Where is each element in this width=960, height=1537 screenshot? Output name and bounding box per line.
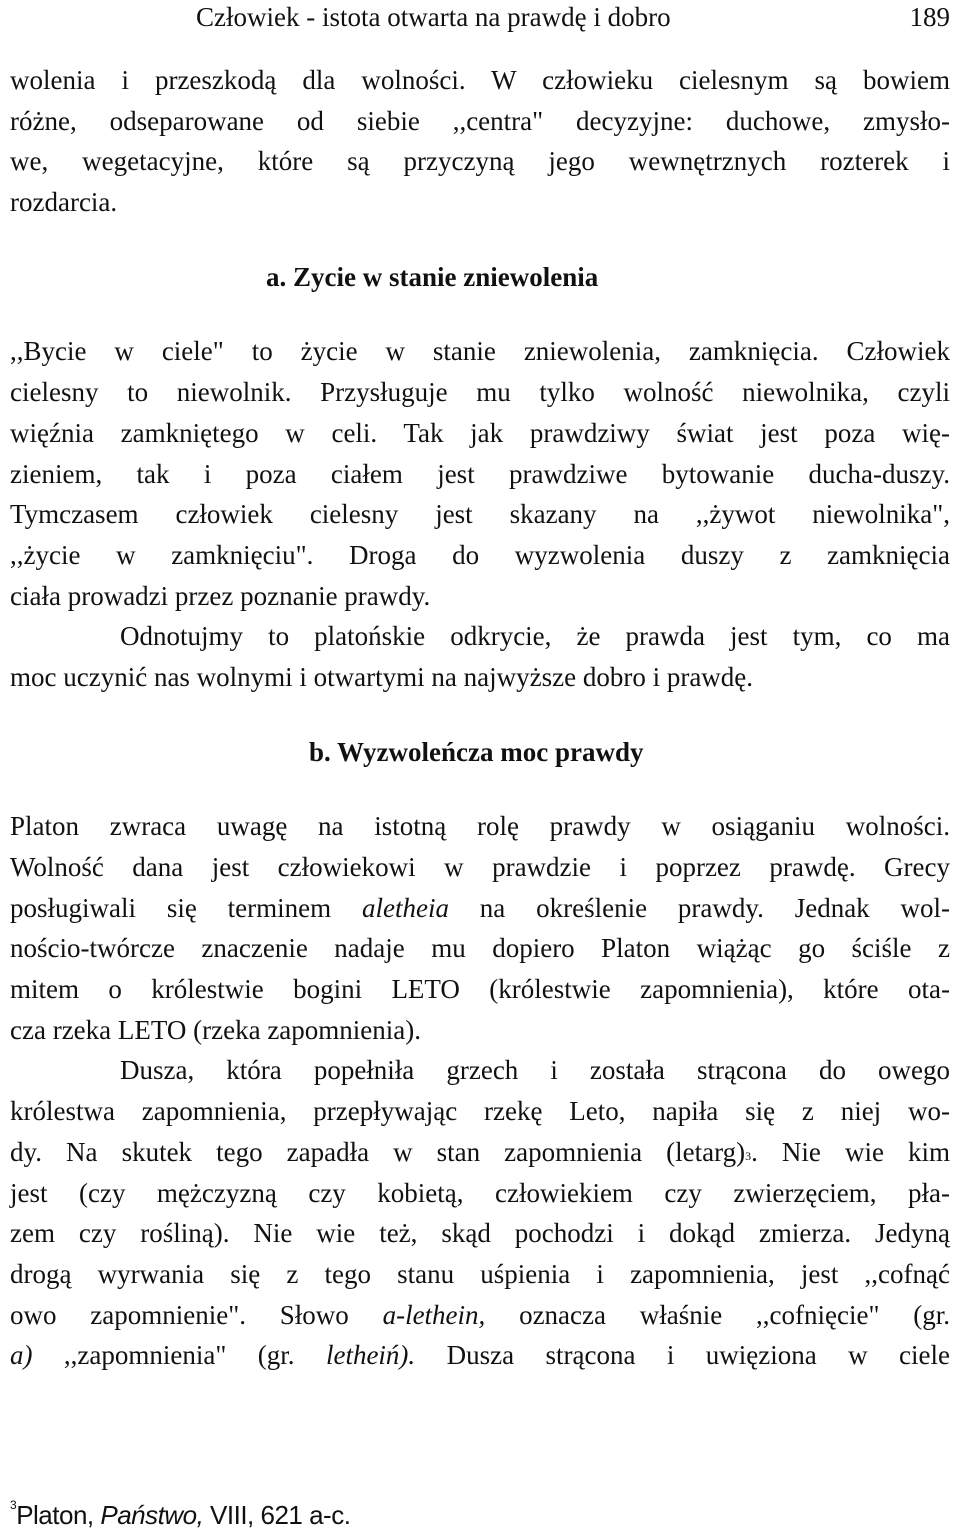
text-line: jest (czy mężczyzną czy kobietą, człowiekiem czy zwierzęciem, pła- <box>10 1177 950 1208</box>
footnote-mark: 3 <box>10 1498 17 1512</box>
term-a-lethein: a-lethein, <box>382 1299 486 1330</box>
text-line: cza rzeka LETO (rzeka zapomnienia). <box>10 1014 421 1045</box>
text-line: królestwa zapomnienia, przepływając rzekę Leto, napiła się z niej wo- <box>10 1096 950 1127</box>
text-line: posługiwali się terminem aletheia na określenie prawdy. Jednak wol- <box>10 892 951 923</box>
text-line: zem czy rośliną). Nie wie też, skąd pochodzi i dokąd zmierza. Jedyną <box>10 1218 950 1249</box>
text-line: Platon zwraca uwagę na istotną rolę prawdy w osiąganiu wolności. <box>10 811 950 842</box>
text-line: drogą wyrwania się z tego stanu uśpienia i zapomnienia, jest ,,cofnąć <box>10 1258 950 1289</box>
text-line: ,,życie w zamknięciu". Droga do wyzwolenia duszy z zamknięcia <box>10 539 950 570</box>
running-title: Człowiek - istota otwarta na prawdę i dobro <box>196 2 671 32</box>
text-line: owo zapomnienie". Słowo a-lethein, oznacza właśnie ,,cofnięcie" (gr. <box>10 1299 951 1330</box>
text-line: moc uczynić nas wolnymi i otwartymi na najwyższe dobro i prawdę. <box>10 661 754 692</box>
text-line: zieniem, tak i poza ciałem jest prawdziwe bytowanie ducha-duszy. <box>10 458 950 489</box>
page-header <box>0 0 960 40</box>
footnote: $^3$Platon, Państwo, VIII, 621 a-c. <box>10 1498 351 1530</box>
text-line: nościo-twórcze znaczenie nadaje mu dopiero Platon wiążąc go ściśle z <box>10 933 950 964</box>
footnote-reference: 3 <box>745 1148 752 1163</box>
text-line: mitem o królestwie bogini LETO (królestwie zapomnienia), które ota- <box>10 974 950 1005</box>
term-aletheia: aletheia <box>361 892 449 923</box>
footnote-title: Państwo, <box>100 1500 204 1530</box>
text-line: różne, odseparowane od siebie ,,centra" decyzyjne: duchowe, zmysło- <box>10 105 950 136</box>
section-heading-a: a. Zycie w stanie zniewolenia <box>266 261 599 292</box>
term-lethein: letheiń). <box>325 1340 416 1371</box>
text-line: cielesny to niewolnik. Przysługuje mu tylko wolność niewolnika, czyli <box>10 377 950 408</box>
text-line: we, wegetacyjne, które są przyczyną jego wewnętrznych rozterek i <box>10 146 950 177</box>
text-line: Dusza, która popełniła grzech i została strącona do owego <box>120 1055 950 1086</box>
section-heading-b: b. Wyzwoleńcza moc prawdy <box>309 736 644 767</box>
body-text <box>10 60 950 1376</box>
text-line: rozdarcia. <box>10 187 118 218</box>
text-line: wolenia i przeszkodą dla wolności. W człowieku cielesnym są bowiem <box>10 65 950 95</box>
page-number: 189 <box>909 2 950 32</box>
text-line: ciała prowadzi przez poznanie prawdy. <box>10 580 431 611</box>
text-line: dy. Na skutek tego zapadła w stan zapomnienia (letarg)$^3$. Nie wie kim <box>10 1136 950 1167</box>
text-line: ,,Bycie w ciele" to życie w stanie zniewolenia, zamknięcia. Człowiek <box>10 336 950 367</box>
text-line: Wolność dana jest człowiekowi w prawdzie i poprzez prawdę. Grecy <box>10 852 950 882</box>
text-line: więźnia zamkniętego w celi. Tak jak prawdziwy świat jest poza wię- <box>10 417 950 448</box>
text-line: Odnotujmy to platońskie odkrycie, że prawda jest tym, co ma <box>120 621 950 652</box>
text-line: a) ,,zapomnienia" (gr. letheiń). Dusza strącona i uwięziona w ciele <box>10 1340 950 1371</box>
text-line: Tymczasem człowiek cielesny jest skazany na ,,żywot niewolnika", <box>10 499 950 530</box>
